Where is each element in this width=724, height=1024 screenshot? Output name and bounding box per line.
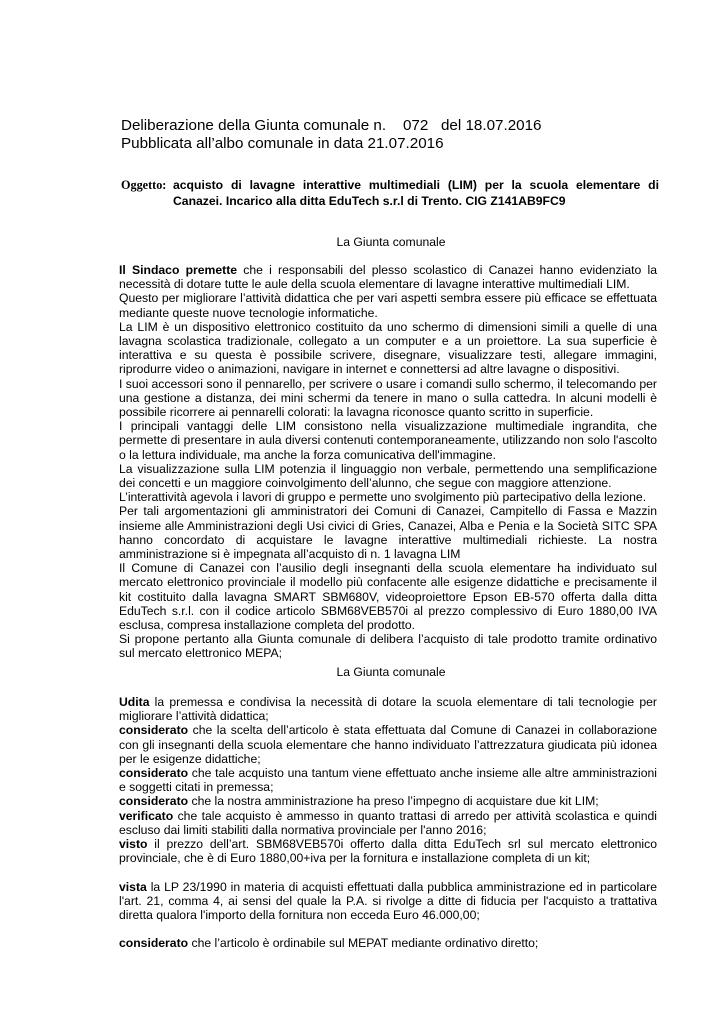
premessa-body xyxy=(119,263,657,661)
consideration-keyword: verificato xyxy=(119,808,174,823)
consideration-text: che la nostra amministrazione ha preso l’impegno di acquistare due kit LIM; xyxy=(188,794,599,809)
premessa-paragraph: Il Comune di Canazei con l’ausilio degli insegnanti della scuola elementare ha individuato sul mercato elettronico provinciale il modello più confacente alle esigenze didattiche e precisamente il kit costituito dalla lavagna SMART SBM680V, videoproiettore Epson EB-570 offerta dalla ditta EduTech s.r.l. con il codice articolo SBM68VEB570i al prezzo complessivo di Euro 1880,00 IVA esclusa, compresa installazione completa del prodotto. xyxy=(119,561,657,633)
final-consideration-keyword: considerato xyxy=(119,936,189,951)
paragraph-gap xyxy=(119,922,657,936)
considerations-body xyxy=(119,695,657,951)
premessa-paragraph: La LIM è un dispositivo elettronico costituito da uno schermo di dimensioni simili a quelle di una lavagna scolastica tradizionale, collegato a un computer e a un proiettore. La sua superficie è interattiva e su questa è possibile scrivere, disegnare, visualizzare testi, allegare immagini, riprodurre video o animazioni, navigare in internet e connettersi ad altre lavagne o dispositivi. xyxy=(119,319,657,377)
subject-label: Oggetto: xyxy=(121,178,167,192)
consideration-text: che tale acquisto una tantum viene effettuato anche insieme alle altre amministrazioni e soggetti citati in premessa; xyxy=(119,766,657,795)
consideration-item xyxy=(119,809,657,837)
final-consideration-text: che l’articolo è ordinabile sul MEPAT mediante ordinativo diretto; xyxy=(188,936,539,951)
consideration-text: che tale acquisto è ammesso in quanto trattasi di arredo per attività scolastica e quindi escluso dai limiti stabiliti dalla normativa provinciale per l'anno 2016; xyxy=(119,808,657,837)
consideration-item xyxy=(119,766,657,794)
premessa-text: che i responsabili del plesso scolastico di Canazei hanno evidenziato la necessità di dotare tutte le aule della scuola elementare di lavagne interattive multimediali LIM. xyxy=(119,263,657,292)
consideration-item xyxy=(119,794,657,808)
premessa-bold-lead: Il Sindaco premette xyxy=(119,263,238,277)
publication-date-line: Pubblicata all’albo comunale in data 21.07.2016 xyxy=(121,135,444,152)
subject-line-1: acquisto di lavagne interattive multimediali (LIM) per la scuola elementare di xyxy=(173,178,659,192)
consideration-keyword: considerato xyxy=(119,794,189,809)
deliberation-number-line: Deliberazione della Giunta comunale n. 072 del 18.07.2016 xyxy=(121,117,542,134)
premessa-paragraph xyxy=(119,263,657,291)
consideration-text: il prezzo dell’art. SBM68VEB570i offerto dalla ditta EduTech srl sul mercato elettronico provinciale, che è di Euro 1880,00+iva per la fornitura e installazione completa di un kit; xyxy=(119,837,657,866)
final-consideration-item xyxy=(119,936,657,950)
consideration-keyword: visto xyxy=(119,837,148,852)
premessa-paragraph: Per tali argomentazioni gli amministratori dei Comuni di Canazei, Campitello di Fassa e Mazzin insieme alle Amministrazioni degli Usi civici di Gries, Canazei, Alba e Penia e la Società SITC SPA hanno concordato di acquistare le lavagne interattive multimediali richieste. La nostra amministrazione si è impegnata all’acquisto di n. 1 lavagna LIM xyxy=(119,504,657,562)
subject-line-2: Canazei. Incarico alla ditta EduTech s.r.l di Trento. CIG Z141AB9FC9 xyxy=(173,193,566,208)
consideration-text: che la scelta dell’articolo è stata effettuata dal Comune di Canazei in collaborazione con gli insegnanti della scuola elementare che hanno individuato l’attrezzatura giudicata più idonea per le esigenze didattiche; xyxy=(119,723,657,766)
premessa-paragraph: I principali vantaggi delle LIM consistono nella visualizzazione multimediale ingrandita, che permette di presentare in aula diversi contenuti contemporaneamente, utilizzando non solo l'ascolto o la lettura individuale, ma anche la forza comunicativa dell'immagine. xyxy=(119,419,657,462)
section-heading-1: La Giunta comunale xyxy=(336,235,446,249)
vista-keyword: vista xyxy=(119,879,147,894)
consideration-item xyxy=(119,723,657,766)
consideration-item xyxy=(119,695,657,723)
deliberation-header xyxy=(121,117,681,153)
premessa-paragraph: Questo per migliorare l’attività didattica che per vari aspetti sembra essere più efficace se effettuata mediante queste nuove tecnologie informatiche. xyxy=(119,291,657,320)
consideration-keyword: considerato xyxy=(119,723,189,738)
consideration-text: la premessa e condivisa la necessità di dotare la scuola elementare di tali tecnologie per migliorare l’attività didattica; xyxy=(119,695,657,724)
premessa-paragraph: I suoi accessori sono il pennarello, per scrivere o usare i comandi sullo schermo, il telecomando per una gestione a distanza, dei mini schermi da tenere in mano o sulla cattedra. In alcuni modelli è possibile ricorrere ai pennarelli colorati: la lavagna riconosce quanto scritto in superficie. xyxy=(119,376,657,420)
section-heading-2: La Giunta comunale xyxy=(336,665,446,679)
vista-text: la LP 23/1990 in materia di acquisti effettuati dalla pubblica amministrazione ed in particolare l'art. 21, comma 4, ai sensi del quale la P.A. si rivolge a ditte di fiducia per l'acquisto a trattativa diretta qualora l'importo della fornitura non ecceda Euro 46.000,00; xyxy=(119,879,657,923)
premessa-paragraph: La visualizzazione sulla LIM potenzia il linguaggio non verbale, permettendo una semplificazione dei concetti e un maggiore coinvolgimento dell’alunno, che segue con maggiore attenzione. xyxy=(119,461,657,491)
consideration-keyword: considerato xyxy=(119,766,189,781)
consideration-keyword: Udita xyxy=(119,695,150,709)
paragraph-gap xyxy=(119,865,657,879)
premessa-paragraph: Si propone pertanto alla Giunta comunale di delibera l’acquisto di tale prodotto tramite ordinativo sul mercato elettronico MEPA; xyxy=(119,632,657,661)
consideration-item xyxy=(119,837,657,865)
subject-block xyxy=(121,178,661,209)
vista-item xyxy=(119,880,657,923)
premessa-paragraph: L’interattività agevola i lavori di gruppo e permette uno svolgimento più partecipativo della lezione. xyxy=(119,490,647,505)
